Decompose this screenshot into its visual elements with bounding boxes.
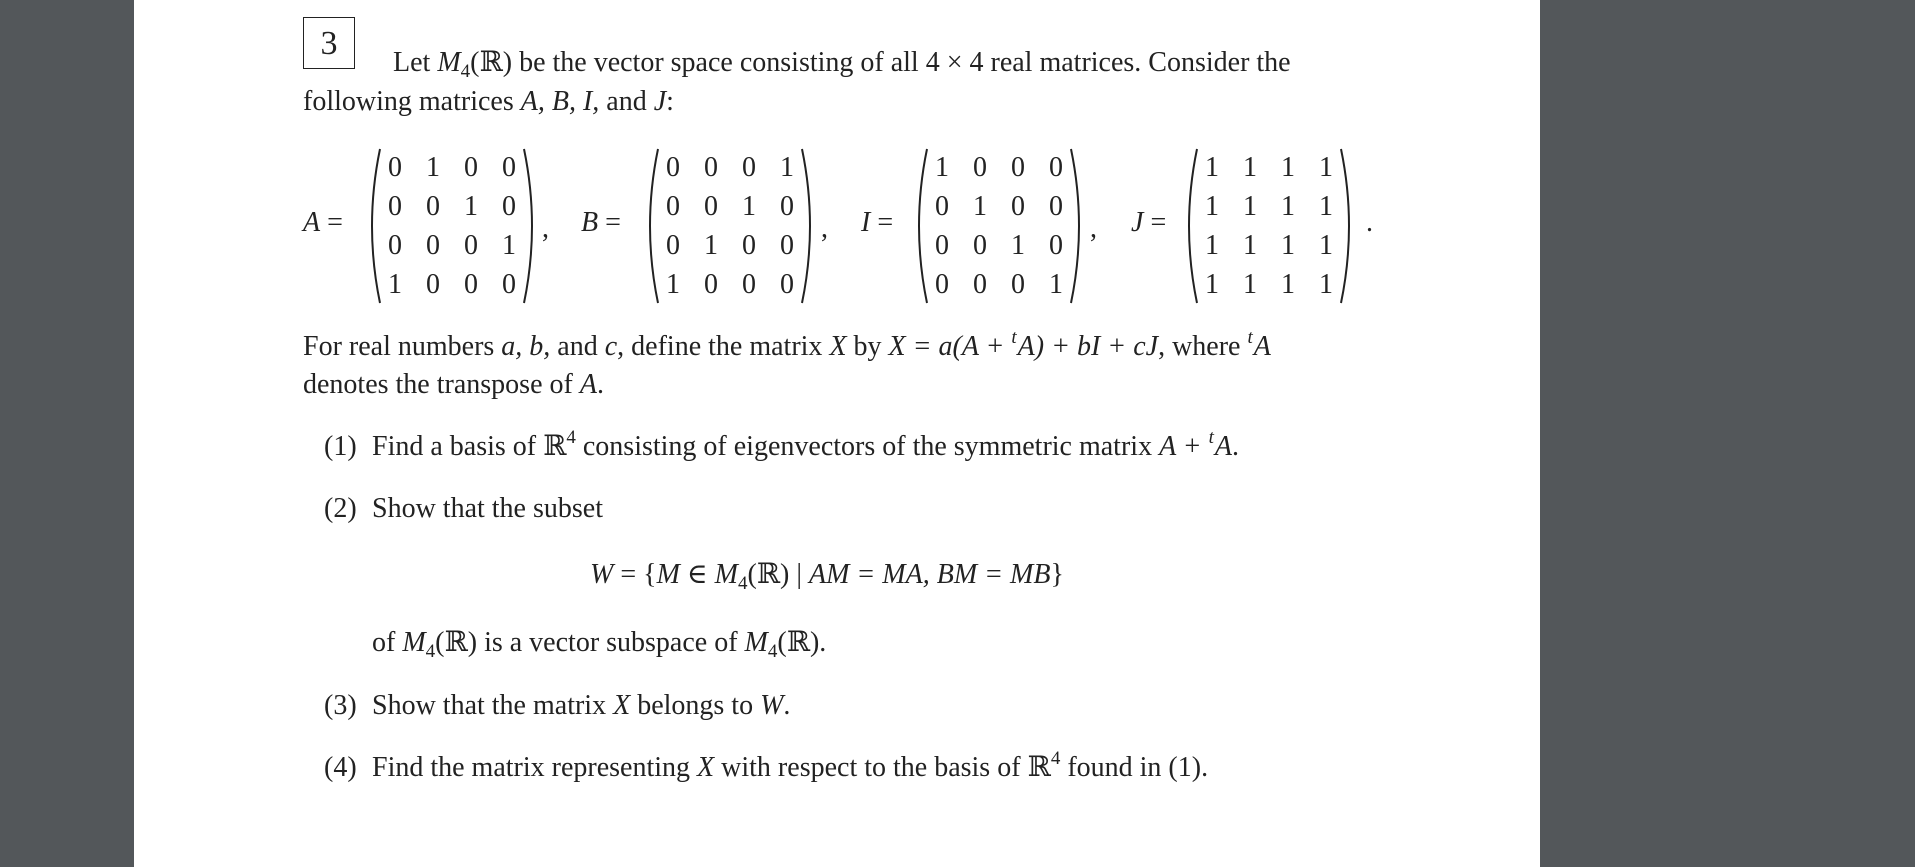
matrix-a	[366, 147, 538, 305]
item-4-number: (4)	[324, 752, 357, 783]
definition-line-1: For real numbers a, b, and c, define the matrix X by X = a(A + $^t$A) + bI + cJ, where $^t$A	[303, 327, 1271, 362]
matrix-j-label: J =	[1131, 207, 1167, 238]
item-3-number: (3)	[324, 690, 357, 721]
item-2-number: (2)	[324, 493, 357, 524]
document-page	[134, 0, 1540, 867]
item-2-set-definition: W = {M ∈ $M_4(ℝ)$ | AM = MA, BM = MB}	[590, 559, 1064, 594]
matrix-j-entries: 1 1 1 1 1 1 1 1 1 1 1 1 1 1 1 1	[1205, 152, 1333, 300]
matrix-a-entries: 0 1 0 0 0 0 1 0 0 0 0 1 1 0 0 0	[388, 152, 516, 300]
matrix-b-label: B =	[581, 207, 621, 238]
matrix-i	[913, 147, 1085, 305]
matrix-i-entries: 1 0 0 0 0 1 0 0 0 0 1 0 0 0 0 1	[935, 152, 1063, 300]
comma-i: ,	[1090, 213, 1097, 244]
comma-a: ,	[542, 213, 549, 244]
item-3-text: Show that the matrix X belongs to W.	[372, 690, 791, 721]
problem-number-box: 3	[303, 17, 355, 69]
definition-line-2: denotes the transpose of A.	[303, 369, 604, 400]
item-1-number: (1)	[324, 431, 357, 462]
comma-b: ,	[821, 213, 828, 244]
item-4-text: Find the matrix representing X with respect to the basis of ℝ$^4$ found in (1).	[372, 748, 1209, 783]
matrix-b-entries: 0 0 0 1 0 0 1 0 0 1 0 0 1 0 0 0	[666, 152, 794, 300]
viewer-background-left	[0, 0, 134, 867]
matrix-a-label: A =	[303, 207, 343, 238]
period-j: .	[1366, 207, 1373, 238]
viewer-background-right	[1540, 0, 1915, 867]
intro-line-1: Let $M_4(ℝ)$ be the vector space consisting of all 4 × 4 real matrices. Consider the	[393, 47, 1291, 82]
matrix-i-label: I =	[861, 207, 894, 238]
item-2-after-text: of $M_4(ℝ)$ is a vector subspace of $M_4(ℝ)$.	[372, 627, 827, 662]
matrix-b	[644, 147, 816, 305]
matrix-j	[1183, 147, 1355, 305]
intro-line-2: following matrices A, B, I, and J:	[303, 86, 674, 117]
item-2-text: Show that the subset	[372, 493, 603, 524]
item-1-text: Find a basis of ℝ$^4$ consisting of eigenvectors of the symmetric matrix A + $^t$A.	[372, 427, 1239, 462]
